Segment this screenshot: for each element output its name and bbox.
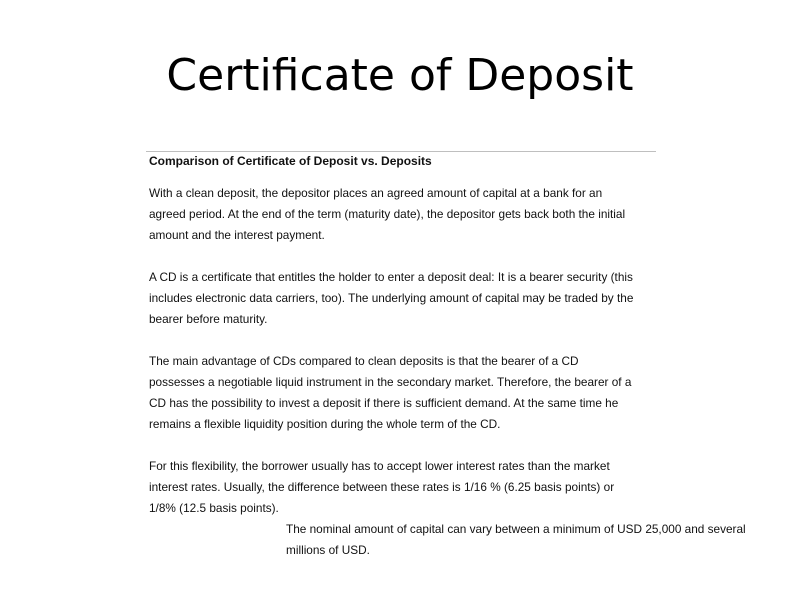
paragraph-line: millions of USD. <box>286 543 370 557</box>
paragraph-line: CD has the possibility to invest a deposit if there is sufficient demand. At the same time he <box>149 396 619 410</box>
slide-title: Certificate of Deposit <box>166 50 634 101</box>
document-heading: Comparison of Certificate of Deposit vs. Deposits <box>149 154 432 168</box>
paragraph-line: bearer before maturity. <box>149 312 268 326</box>
paragraph-line: The nominal amount of capital can vary between a minimum of USD 25,000 and several <box>286 522 746 536</box>
paragraph-nominal-amount <box>286 519 800 561</box>
paragraph-line: For this flexibility, the borrower usually has to accept lower interest rates than the market <box>149 459 610 473</box>
paragraph-interest-rates <box>149 456 669 519</box>
document-top-rule <box>146 151 656 152</box>
paragraph-line: remains a flexible liquidity position during the whole term of the CD. <box>149 417 501 431</box>
paragraph-line: A CD is a certificate that entitles the holder to enter a deposit deal: It is a bearer security (this <box>149 270 633 284</box>
paragraph-line: The main advantage of CDs compared to clean deposits is that the bearer of a CD <box>149 354 579 368</box>
paragraph-line: agreed period. At the end of the term (maturity date), the depositor gets back both the initial <box>149 207 626 221</box>
paragraph-line: amount and the interest payment. <box>149 228 325 242</box>
paragraph-line: interest rates. Usually, the difference between these rates is 1/16 % (6.25 basis points) or <box>149 480 615 494</box>
paragraph-line: With a clean deposit, the depositor places an agreed amount of capital at a bank for an <box>149 186 603 200</box>
paragraph-cd-definition <box>149 267 669 330</box>
paragraph-clean-deposit <box>149 183 669 246</box>
paragraph-line: includes electronic data carriers, too). The underlying amount of capital may be traded by the <box>149 291 634 305</box>
paragraph-cd-advantage <box>149 351 669 435</box>
paragraph-line: 1/8% (12.5 basis points). <box>149 501 279 515</box>
paragraph-line: possesses a negotiable liquid instrument in the secondary market. Therefore, the bearer of a <box>149 375 632 389</box>
